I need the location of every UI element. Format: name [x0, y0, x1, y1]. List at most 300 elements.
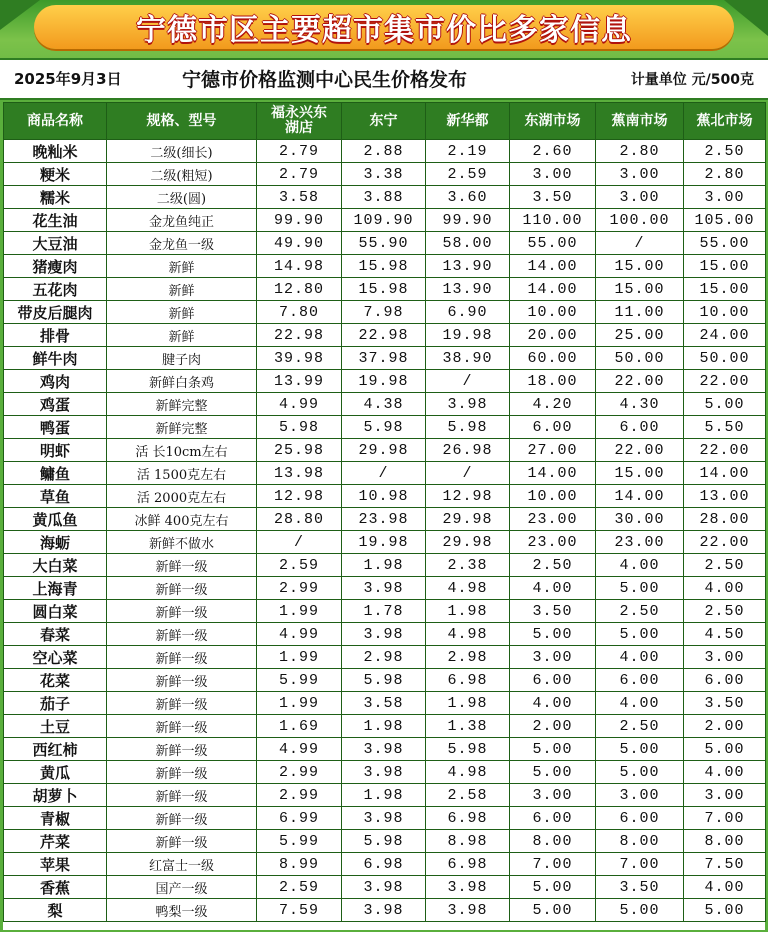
product-name-cell: 西红柿: [4, 738, 107, 761]
spec-cell: 新鲜白条鸡: [107, 370, 257, 393]
product-name-cell: 糯米: [4, 186, 107, 209]
table-row: [4, 163, 766, 186]
price-cell-jiaonan: 5.00: [596, 738, 684, 761]
price-cell-donghu: 5.00: [510, 761, 596, 784]
price-cell-xinhuadu: 58.00: [426, 232, 510, 255]
price-cell-xinhuadu: 6.98: [426, 807, 510, 830]
price-cell-dongning: 1.98: [342, 715, 426, 738]
price-cell-fuyongxing: 49.90: [257, 232, 342, 255]
product-name-cell: 排骨: [4, 324, 107, 347]
product-name-cell: 大豆油: [4, 232, 107, 255]
price-cell-fuyongxing: 28.80: [257, 508, 342, 531]
spec-cell: 活 2000克左右: [107, 485, 257, 508]
price-cell-fuyongxing: 13.99: [257, 370, 342, 393]
price-cell-jiaonan: 7.00: [596, 853, 684, 876]
price-cell-donghu: 4.20: [510, 393, 596, 416]
price-cell-xinhuadu: 2.59: [426, 163, 510, 186]
product-name-cell: 鸡肉: [4, 370, 107, 393]
table-row: [4, 623, 766, 646]
price-cell-donghu: 6.00: [510, 669, 596, 692]
price-cell-fuyongxing: 4.99: [257, 393, 342, 416]
price-cell-fuyongxing: 5.98: [257, 416, 342, 439]
price-cell-jiaonan: 6.00: [596, 416, 684, 439]
price-cell-dongning: 23.98: [342, 508, 426, 531]
price-cell-dongning: 3.98: [342, 577, 426, 600]
price-cell-jiaonan: 6.00: [596, 807, 684, 830]
product-name-cell: 鸭蛋: [4, 416, 107, 439]
price-cell-donghu: 3.00: [510, 646, 596, 669]
price-cell-jiaonan: 15.00: [596, 255, 684, 278]
spec-cell: 新鲜一级: [107, 807, 257, 830]
price-cell-fuyongxing: 8.99: [257, 853, 342, 876]
price-cell-jiaonan: 2.50: [596, 715, 684, 738]
spec-cell: 新鲜完整: [107, 416, 257, 439]
price-cell-jiaobei: 8.00: [684, 830, 766, 853]
product-name-cell: 明虾: [4, 439, 107, 462]
price-cell-fuyongxing: 25.98: [257, 439, 342, 462]
price-cell-xinhuadu: 12.98: [426, 485, 510, 508]
column-header-store-dongning: 东宁: [342, 103, 426, 140]
price-cell-jiaonan: 11.00: [596, 301, 684, 324]
table-row: [4, 370, 766, 393]
spec-cell: 新鲜一级: [107, 830, 257, 853]
product-name-cell: 晚籼米: [4, 140, 107, 163]
price-cell-fuyongxing: 12.80: [257, 278, 342, 301]
price-cell-donghu: 3.00: [510, 163, 596, 186]
spec-cell: 新鲜: [107, 301, 257, 324]
price-cell-donghu: 5.00: [510, 738, 596, 761]
product-name-cell: 上海青: [4, 577, 107, 600]
spec-cell: 活 1500克左右: [107, 462, 257, 485]
product-name-cell: 鲜牛肉: [4, 347, 107, 370]
product-name-cell: 大白菜: [4, 554, 107, 577]
spec-cell: 金龙鱼纯正: [107, 209, 257, 232]
price-cell-fuyongxing: 1.99: [257, 646, 342, 669]
spec-cell: 新鲜完整: [107, 393, 257, 416]
table-row: [4, 140, 766, 163]
title-banner: [34, 5, 734, 49]
price-cell-donghu: 6.00: [510, 416, 596, 439]
price-cell-jiaonan: 2.50: [596, 600, 684, 623]
price-cell-jiaonan: 25.00: [596, 324, 684, 347]
price-cell-jiaonan: 4.00: [596, 692, 684, 715]
price-cell-jiaobei: 7.00: [684, 807, 766, 830]
price-cell-jiaonan: 3.00: [596, 784, 684, 807]
price-cell-donghu: 60.00: [510, 347, 596, 370]
table-row: [4, 830, 766, 853]
price-cell-jiaonan: 30.00: [596, 508, 684, 531]
product-name-cell: 鳙鱼: [4, 462, 107, 485]
price-cell-donghu: 23.00: [510, 508, 596, 531]
price-cell-jiaonan: 8.00: [596, 830, 684, 853]
price-cell-jiaobei: 5.00: [684, 899, 766, 922]
product-name-cell: 花菜: [4, 669, 107, 692]
price-cell-fuyongxing: 22.98: [257, 324, 342, 347]
price-cell-jiaobei: 3.00: [684, 646, 766, 669]
price-cell-fuyongxing: 3.58: [257, 186, 342, 209]
price-cell-dongning: 2.98: [342, 646, 426, 669]
price-cell-dongning: /: [342, 462, 426, 485]
price-cell-fuyongxing: 5.99: [257, 830, 342, 853]
column-header-product: 商品名称: [4, 103, 107, 140]
table-row: [4, 853, 766, 876]
price-cell-xinhuadu: 4.98: [426, 623, 510, 646]
price-cell-fuyongxing: 2.79: [257, 140, 342, 163]
price-cell-donghu: 55.00: [510, 232, 596, 255]
price-cell-xinhuadu: 13.90: [426, 278, 510, 301]
price-cell-xinhuadu: 4.98: [426, 577, 510, 600]
publish-date: 2025年9月3日: [14, 70, 122, 88]
price-cell-jiaobei: 15.00: [684, 278, 766, 301]
price-cell-fuyongxing: 2.99: [257, 761, 342, 784]
product-name-cell: 香蕉: [4, 876, 107, 899]
price-cell-dongning: 6.98: [342, 853, 426, 876]
product-name-cell: 土豆: [4, 715, 107, 738]
price-cell-jiaobei: 4.50: [684, 623, 766, 646]
spec-cell: 新鲜一级: [107, 600, 257, 623]
table-row: [4, 807, 766, 830]
price-cell-xinhuadu: 5.98: [426, 416, 510, 439]
price-cell-donghu: 3.50: [510, 600, 596, 623]
spec-cell: 二级(粗短): [107, 163, 257, 186]
spec-cell: 新鲜一级: [107, 554, 257, 577]
price-cell-dongning: 3.98: [342, 899, 426, 922]
price-cell-donghu: 5.00: [510, 899, 596, 922]
unit-label: 计量单位 元/500克: [630, 72, 754, 88]
price-cell-fuyongxing: 7.80: [257, 301, 342, 324]
spec-cell: 金龙鱼一级: [107, 232, 257, 255]
spec-cell: 新鲜一级: [107, 669, 257, 692]
price-cell-jiaonan: 4.00: [596, 646, 684, 669]
spec-cell: 新鲜一级: [107, 784, 257, 807]
column-header-market-jiaobei: 蕉北市场: [684, 103, 766, 140]
price-cell-dongning: 5.98: [342, 416, 426, 439]
price-cell-dongning: 22.98: [342, 324, 426, 347]
price-cell-dongning: 3.98: [342, 876, 426, 899]
price-cell-fuyongxing: 1.99: [257, 692, 342, 715]
price-cell-xinhuadu: 2.19: [426, 140, 510, 163]
product-name-cell: 苹果: [4, 853, 107, 876]
price-cell-donghu: 8.00: [510, 830, 596, 853]
price-cell-jiaonan: 15.00: [596, 462, 684, 485]
price-cell-dongning: 19.98: [342, 370, 426, 393]
price-cell-jiaobei: 10.00: [684, 301, 766, 324]
price-cell-donghu: 3.50: [510, 186, 596, 209]
price-cell-jiaonan: 3.00: [596, 186, 684, 209]
price-cell-xinhuadu: /: [426, 462, 510, 485]
price-cell-xinhuadu: 8.98: [426, 830, 510, 853]
table-row: [4, 209, 766, 232]
table-row: [4, 738, 766, 761]
price-cell-xinhuadu: 3.98: [426, 876, 510, 899]
price-cell-xinhuadu: 26.98: [426, 439, 510, 462]
price-cell-donghu: 14.00: [510, 462, 596, 485]
price-cell-jiaobei: 3.50: [684, 692, 766, 715]
column-header-spec: 规格、型号: [107, 103, 257, 140]
table-row: [4, 784, 766, 807]
table-row: [4, 347, 766, 370]
spec-cell: 新鲜一级: [107, 738, 257, 761]
price-cell-fuyongxing: 1.69: [257, 715, 342, 738]
price-cell-jiaobei: 22.00: [684, 370, 766, 393]
spec-cell: 红富士一级: [107, 853, 257, 876]
price-cell-jiaobei: 14.00: [684, 462, 766, 485]
product-name-cell: 圆白菜: [4, 600, 107, 623]
price-cell-dongning: 3.98: [342, 623, 426, 646]
price-cell-donghu: 4.00: [510, 692, 596, 715]
price-cell-jiaonan: 4.00: [596, 554, 684, 577]
table-row: [4, 600, 766, 623]
price-cell-dongning: 10.98: [342, 485, 426, 508]
table-row: [4, 876, 766, 899]
product-name-cell: 猪瘦肉: [4, 255, 107, 278]
table-row: [4, 301, 766, 324]
product-name-cell: 茄子: [4, 692, 107, 715]
price-cell-xinhuadu: 2.38: [426, 554, 510, 577]
price-cell-xinhuadu: 3.98: [426, 899, 510, 922]
spec-cell: 新鲜一级: [107, 577, 257, 600]
spec-cell: 新鲜一级: [107, 623, 257, 646]
publisher: 宁德市价格监测中心民生价格发布: [182, 69, 468, 91]
price-cell-jiaonan: 4.30: [596, 393, 684, 416]
price-cell-fuyongxing: 12.98: [257, 485, 342, 508]
price-cell-fuyongxing: 2.99: [257, 784, 342, 807]
spec-cell: 新鲜一级: [107, 692, 257, 715]
spec-cell: 新鲜不做水: [107, 531, 257, 554]
table-row: [4, 278, 766, 301]
price-cell-donghu: 10.00: [510, 485, 596, 508]
product-name-cell: 花生油: [4, 209, 107, 232]
spec-cell: 新鲜一级: [107, 715, 257, 738]
price-cell-donghu: 14.00: [510, 278, 596, 301]
price-cell-jiaobei: 4.00: [684, 577, 766, 600]
price-cell-xinhuadu: 1.98: [426, 600, 510, 623]
price-cell-fuyongxing: /: [257, 531, 342, 554]
column-header-store-xinhuadu: 新华都: [426, 103, 510, 140]
price-cell-xinhuadu: 3.60: [426, 186, 510, 209]
product-name-cell: 青椒: [4, 807, 107, 830]
price-cell-jiaobei: 4.00: [684, 761, 766, 784]
table-row: [4, 416, 766, 439]
price-cell-fuyongxing: 14.98: [257, 255, 342, 278]
spec-cell: 新鲜: [107, 255, 257, 278]
price-cell-jiaobei: 3.00: [684, 186, 766, 209]
price-cell-fuyongxing: 2.99: [257, 577, 342, 600]
price-cell-dongning: 5.98: [342, 669, 426, 692]
page-title: 宁德市区主要超市集市价比多家信息: [136, 13, 632, 48]
price-cell-jiaonan: 5.00: [596, 577, 684, 600]
price-cell-xinhuadu: 1.38: [426, 715, 510, 738]
price-cell-xinhuadu: 19.98: [426, 324, 510, 347]
price-cell-jiaobei: 50.00: [684, 347, 766, 370]
price-cell-fuyongxing: 4.99: [257, 738, 342, 761]
spec-cell: 新鲜: [107, 278, 257, 301]
spec-cell: 二级(圆): [107, 186, 257, 209]
table-row: [4, 577, 766, 600]
price-cell-donghu: 110.00: [510, 209, 596, 232]
price-cell-xinhuadu: 6.98: [426, 853, 510, 876]
table-row: [4, 462, 766, 485]
price-cell-jiaobei: 2.50: [684, 600, 766, 623]
price-cell-xinhuadu: 3.98: [426, 393, 510, 416]
price-cell-xinhuadu: 2.98: [426, 646, 510, 669]
price-cell-donghu: 7.00: [510, 853, 596, 876]
product-name-cell: 带皮后腿肉: [4, 301, 107, 324]
price-cell-jiaobei: 15.00: [684, 255, 766, 278]
price-cell-jiaobei: 13.00: [684, 485, 766, 508]
price-cell-dongning: 109.90: [342, 209, 426, 232]
price-cell-fuyongxing: 6.99: [257, 807, 342, 830]
table-row: [4, 669, 766, 692]
table-row: [4, 439, 766, 462]
price-cell-dongning: 1.78: [342, 600, 426, 623]
product-name-cell: 五花肉: [4, 278, 107, 301]
price-cell-jiaonan: 6.00: [596, 669, 684, 692]
price-cell-dongning: 1.98: [342, 554, 426, 577]
price-cell-xinhuadu: 29.98: [426, 531, 510, 554]
price-cell-donghu: 5.00: [510, 623, 596, 646]
price-cell-jiaonan: 15.00: [596, 278, 684, 301]
spec-cell: 活 长10cm左右: [107, 439, 257, 462]
spec-cell: 腱子肉: [107, 347, 257, 370]
price-cell-jiaonan: 3.50: [596, 876, 684, 899]
column-header-market-donghu: 东湖市场: [510, 103, 596, 140]
price-cell-fuyongxing: 2.79: [257, 163, 342, 186]
price-cell-jiaonan: 2.80: [596, 140, 684, 163]
price-cell-fuyongxing: 1.99: [257, 600, 342, 623]
price-cell-jiaobei: 7.50: [684, 853, 766, 876]
price-cell-jiaobei: 2.80: [684, 163, 766, 186]
column-header-store-fuyongxing: [257, 103, 342, 140]
price-cell-fuyongxing: 39.98: [257, 347, 342, 370]
table-row: [4, 255, 766, 278]
price-cell-dongning: 55.90: [342, 232, 426, 255]
spec-cell: 冰鲜 400克左右: [107, 508, 257, 531]
price-cell-xinhuadu: 6.90: [426, 301, 510, 324]
product-name-cell: 黄瓜: [4, 761, 107, 784]
product-name-cell: 芹菜: [4, 830, 107, 853]
price-cell-dongning: 7.98: [342, 301, 426, 324]
price-cell-jiaonan: 14.00: [596, 485, 684, 508]
table-row: [4, 324, 766, 347]
table-row: [4, 531, 766, 554]
price-cell-xinhuadu: 99.90: [426, 209, 510, 232]
price-cell-jiaobei: 3.00: [684, 784, 766, 807]
price-cell-donghu: 23.00: [510, 531, 596, 554]
price-cell-dongning: 3.98: [342, 761, 426, 784]
price-cell-dongning: 5.98: [342, 830, 426, 853]
price-cell-jiaobei: 22.00: [684, 531, 766, 554]
price-cell-donghu: 20.00: [510, 324, 596, 347]
price-cell-fuyongxing: 5.99: [257, 669, 342, 692]
product-name-cell: 春菜: [4, 623, 107, 646]
product-name-cell: 黄瓜鱼: [4, 508, 107, 531]
spec-cell: 新鲜一级: [107, 761, 257, 784]
price-cell-dongning: 3.38: [342, 163, 426, 186]
table-row: [4, 646, 766, 669]
price-cell-donghu: 3.00: [510, 784, 596, 807]
price-cell-xinhuadu: 13.90: [426, 255, 510, 278]
price-cell-jiaonan: 3.00: [596, 163, 684, 186]
product-name-cell: 粳米: [4, 163, 107, 186]
price-cell-jiaobei: 55.00: [684, 232, 766, 255]
spec-cell: 二级(细长): [107, 140, 257, 163]
price-cell-jiaobei: 2.00: [684, 715, 766, 738]
price-table-container: [3, 102, 765, 930]
price-cell-xinhuadu: 38.90: [426, 347, 510, 370]
price-cell-jiaonan: /: [596, 232, 684, 255]
column-header-market-jiaonan: 蕉南市场: [596, 103, 684, 140]
price-cell-donghu: 4.00: [510, 577, 596, 600]
price-cell-fuyongxing: 7.59: [257, 899, 342, 922]
price-cell-fuyongxing: 99.90: [257, 209, 342, 232]
price-cell-fuyongxing: 4.99: [257, 623, 342, 646]
price-cell-dongning: 3.98: [342, 807, 426, 830]
price-cell-donghu: 2.00: [510, 715, 596, 738]
table-row: [4, 899, 766, 922]
price-cell-jiaonan: 50.00: [596, 347, 684, 370]
price-cell-dongning: 2.88: [342, 140, 426, 163]
price-cell-jiaonan: 100.00: [596, 209, 684, 232]
price-table: [3, 102, 766, 922]
price-cell-jiaonan: 5.00: [596, 623, 684, 646]
spec-cell: 新鲜一级: [107, 646, 257, 669]
price-cell-xinhuadu: 4.98: [426, 761, 510, 784]
price-cell-donghu: 10.00: [510, 301, 596, 324]
price-cell-dongning: 3.98: [342, 738, 426, 761]
table-row: [4, 186, 766, 209]
price-cell-jiaonan: 5.00: [596, 899, 684, 922]
table-row: [4, 554, 766, 577]
price-cell-xinhuadu: 1.98: [426, 692, 510, 715]
price-cell-jiaonan: 5.00: [596, 761, 684, 784]
price-cell-xinhuadu: 5.98: [426, 738, 510, 761]
product-name-cell: 梨: [4, 899, 107, 922]
product-name-cell: 空心菜: [4, 646, 107, 669]
price-cell-jiaobei: 22.00: [684, 439, 766, 462]
spec-cell: 国产一级: [107, 876, 257, 899]
price-cell-dongning: 3.58: [342, 692, 426, 715]
product-name-cell: 海蛎: [4, 531, 107, 554]
price-cell-jiaobei: 24.00: [684, 324, 766, 347]
price-cell-donghu: 2.50: [510, 554, 596, 577]
info-bar: [0, 58, 768, 100]
price-cell-dongning: 15.98: [342, 255, 426, 278]
table-row: [4, 761, 766, 784]
price-cell-dongning: 19.98: [342, 531, 426, 554]
price-cell-xinhuadu: 2.58: [426, 784, 510, 807]
price-cell-dongning: 37.98: [342, 347, 426, 370]
price-cell-fuyongxing: 2.59: [257, 554, 342, 577]
price-cell-jiaobei: 2.50: [684, 554, 766, 577]
spec-cell: 鸭梨一级: [107, 899, 257, 922]
price-cell-jiaobei: 4.00: [684, 876, 766, 899]
price-cell-donghu: 6.00: [510, 807, 596, 830]
price-cell-jiaonan: 23.00: [596, 531, 684, 554]
spec-cell: 新鲜: [107, 324, 257, 347]
price-cell-jiaobei: 105.00: [684, 209, 766, 232]
price-cell-xinhuadu: 6.98: [426, 669, 510, 692]
price-cell-jiaobei: 5.00: [684, 393, 766, 416]
table-row: [4, 485, 766, 508]
table-row: [4, 508, 766, 531]
table-row: [4, 393, 766, 416]
table-row: [4, 232, 766, 255]
product-name-cell: 胡萝卜: [4, 784, 107, 807]
table-body: [4, 140, 766, 922]
table-row: [4, 692, 766, 715]
price-cell-dongning: 29.98: [342, 439, 426, 462]
